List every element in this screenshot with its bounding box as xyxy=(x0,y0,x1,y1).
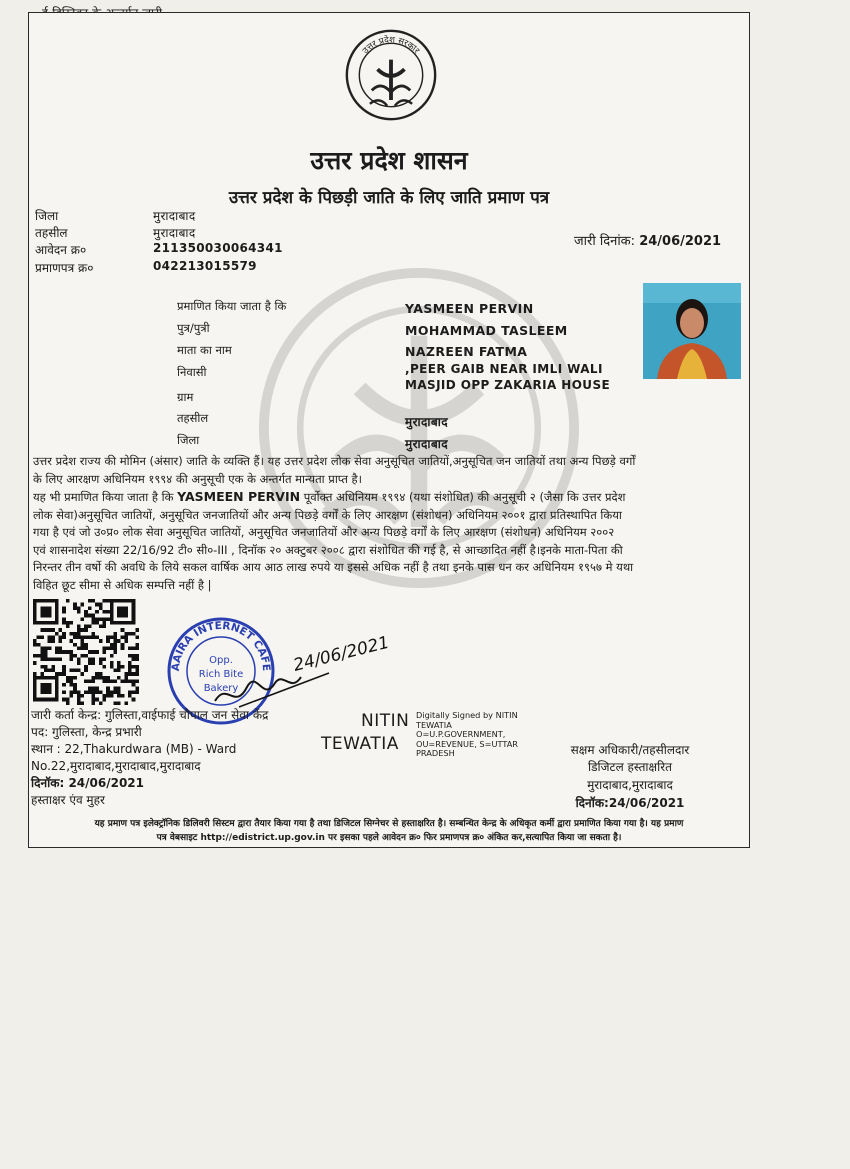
issue-date xyxy=(574,231,721,249)
father-name: MOHAMMAD TASLEEM xyxy=(405,323,568,338)
verification-footer xyxy=(35,817,743,845)
field-tehsil-value: मुरादाबाद xyxy=(405,415,449,429)
paragraph-2-line-6: विहित छूट सीमा से अधिक सम्पत्ति नहीं है | xyxy=(33,577,212,592)
svg-text:Rich Bite: Rich Bite xyxy=(198,669,244,680)
resident-address-line-1: ,PEER GAIB NEAR IMLI WALI xyxy=(405,362,603,376)
field-district-value: मुरादाबाद xyxy=(405,437,449,451)
ds-line: PRADESH xyxy=(416,748,455,759)
ds-line: OU=REVENUE, S=UTTAR xyxy=(416,738,518,749)
paragraph-2-line-3: गया है एवं जो उ०प्र० लोक सेवा अनुसूचित जातियों, अनुसूचित जनजातियों और अन्य पिछड़े वर्गों के लिए आरक्षण (संशोधन) अधिनियम २००२ xyxy=(33,525,615,539)
paragraph-1-line-2: के लिए आरक्षण अधिनियम १९९४ की अनुसूची एक के अन्तर्गत मान्यता प्राप्त है। xyxy=(33,471,363,486)
signer-last-name: TEWATIA xyxy=(321,734,399,754)
certificate-number-value: 042213015579 xyxy=(153,259,257,273)
meta-district-value: मुरादाबाद xyxy=(153,209,196,223)
mother-name: NAZREEN FATMA xyxy=(405,344,528,359)
ds-line: O=U.P.GOVERNMENT, xyxy=(416,729,506,740)
up-emblem-icon xyxy=(343,27,439,123)
issuer-signature-label: हस्ताक्षर एंव मुहर xyxy=(31,793,105,807)
certificate xyxy=(28,12,750,848)
issue-date-value: 24/06/2021 xyxy=(639,234,722,249)
svg-text:उत्तर प्रदेश सरकार: उत्तर प्रदेश सरकार xyxy=(360,35,422,57)
certificate-number-label: प्रमाणपत्र क्र० xyxy=(35,261,94,275)
paragraph-2-name: YASMEEN PERVIN xyxy=(177,489,301,504)
applicant-photo xyxy=(643,283,741,379)
father-label: पुत्र/पुत्री xyxy=(177,321,210,335)
issue-date-label: जारी दिनांक: xyxy=(574,234,636,249)
paragraph-2-line-1-rest: पूर्वोक्त अधिनियम १९९४ (यथा संशोधित) की अनुसूची २ (जैसा कि उत्तर प्रदेश xyxy=(303,490,626,504)
issuer-place-line-2: No.22,मुरादाबाद,मुरादाबाद,मुरादाबाद xyxy=(31,759,201,773)
ds-line: TEWATIA xyxy=(416,719,452,730)
paragraph-2-line-1 xyxy=(33,488,745,507)
certificate-title: उत्तर प्रदेश के पिछड़ी जाति के लिए जाति प्रमाण पत्र xyxy=(228,188,550,208)
ds-line: Digitally Signed by NITIN xyxy=(416,710,518,720)
meta-tehsil-label: तहसील xyxy=(35,226,68,240)
applicant-name: YASMEEN PERVIN xyxy=(405,301,534,316)
application-number-value: 211350030064341 xyxy=(153,241,283,255)
field-tehsil-label: तहसील xyxy=(177,411,209,425)
qr-code[interactable] xyxy=(33,599,139,705)
handwritten-signature xyxy=(209,627,392,717)
meta-tehsil-value: मुरादाबाद xyxy=(153,226,196,240)
paragraph-2-line-2: लोक सेवा)अनुसूचित जातियों, अनुसूचित जनजातियों और अन्य पिछड़े वर्गों के लिए आरक्षण (संशोधन) अधिनियम २००१ द्वारा प्रतिस्थापित किया xyxy=(33,507,622,522)
field-district-label: जिला xyxy=(177,433,200,447)
paragraph-1-line-1: उत्तर प्रदेश राज्य की मोमिन (अंसार) जाति के व्यक्ति हैं। यह उत्तर प्रदेश लोक सेवा अनुसूचित जातियों,अनुसूचित जन जातियों तथा अन्य पिछड़े वर्गों xyxy=(33,454,636,468)
issuer-place-line-1: स्थान : 22,Thakurdwara (MB) - Ward xyxy=(31,742,237,756)
officer-subtitle: डिजिटल हस्ताक्षरित xyxy=(588,760,672,774)
officer-date: दिनॉक:24/06/2021 xyxy=(575,796,685,810)
svg-text:Bakery: Bakery xyxy=(203,683,239,694)
issuer-centre: जारी कर्ता केन्द्र: गुलिस्ता,वाईफाई चौपाल जन सेवा केंद्र xyxy=(31,708,269,722)
issuer-block xyxy=(31,707,268,809)
paragraph-2-line-5: निरन्तर तीन वर्षो की अवधि के लिये सकल वार्षिक आय आठ लाख रुपये या इससे अधिक नहीं है तथा इनके पास धन कर अधिनियम १९५७ मे यथा xyxy=(33,560,634,574)
government-title: उत्तर प्रदेश शासन xyxy=(310,146,468,175)
issuer-date: दिनॉक: 24/06/2021 xyxy=(31,776,145,790)
svg-text:AAIRA INTERNET CAFE: AAIRA INTERNET CAFE xyxy=(169,619,273,672)
officer-title: सक्षम अधिकारी/तहसीलदार xyxy=(570,743,690,757)
meta-district-label: जिला xyxy=(35,209,59,223)
officer-place: मुरादाबाद,मुरादाबाद xyxy=(587,778,673,792)
svg-text:24/06/2021: 24/06/2021 xyxy=(291,632,392,676)
issuer-post: पद: गुलिस्ता, केन्द्र प्रभारी xyxy=(31,725,142,739)
resident-address-line-2: MASJID OPP ZAKARIA HOUSE xyxy=(405,378,611,392)
paragraph-2-intro: यह भी प्रमाणित किया जाता है कि xyxy=(33,490,174,504)
paragraph-2-line-4: एवं शासनादेश संख्या 22/16/92 टी० सी०-III , दिनॉक २० अक्टुबर २००८ द्वारा संशोधित की गई है, से आच्छादित नहीं है।इनके माता-पिता की xyxy=(33,542,623,557)
caste-paragraph xyxy=(33,453,745,594)
village-label: ग्राम xyxy=(177,390,194,404)
certified-label: प्रमाणित किया जाता है कि xyxy=(177,299,287,313)
footer-line-2: पत्र वेबसाइट http://edistrict.up.gov.in पर इसका पहले आवेदन क्र० फिर प्रमाणपत्र क्र० अंकित कर,सत्यापित किया जा सकता है। xyxy=(156,833,622,843)
application-number-label: आवेदन क्र० xyxy=(35,243,87,257)
svg-text:Opp.: Opp. xyxy=(209,655,233,666)
mother-label: माता का नाम xyxy=(177,343,232,357)
footer-line-1: यह प्रमाण पत्र इलेक्ट्रॉनिक डिलिवरी सिस्टम द्वारा तैयार किया गया है तथा डिजिटल सिग्नेचर से हस्ताक्षरित है। सम्बन्धित केन्द्र के अधिकृत कर्मी द्वारा प्रमाणित किया गया है। यह प्रमाण xyxy=(94,819,684,829)
resident-label: निवासी xyxy=(177,365,207,379)
digital-signature-details xyxy=(416,711,526,759)
signer-first-name: NITIN xyxy=(361,711,410,731)
